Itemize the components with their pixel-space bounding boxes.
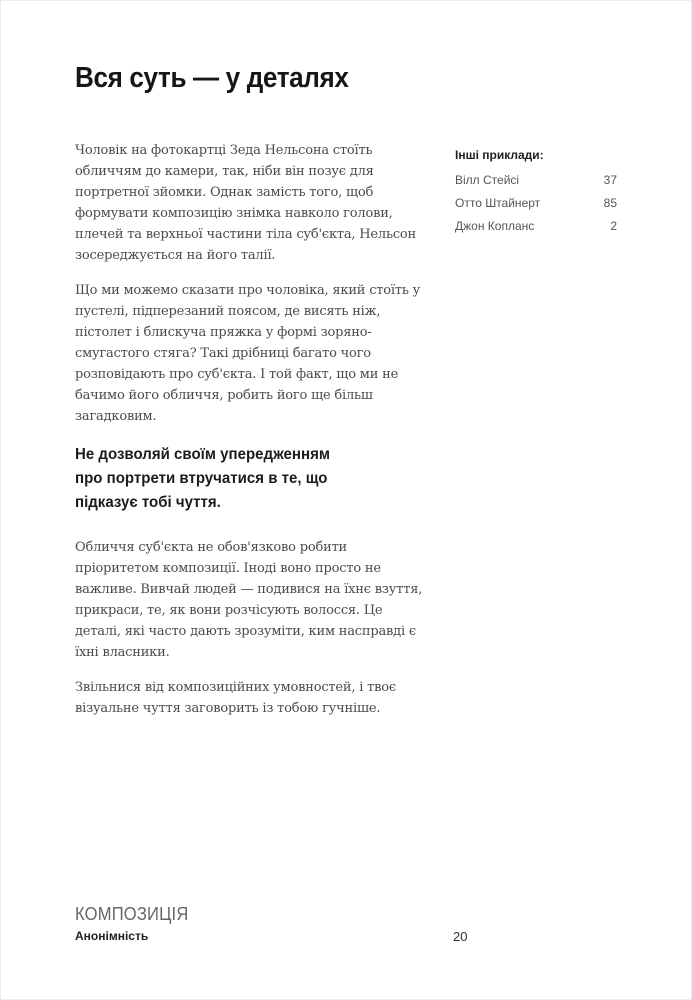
sidebar-other-examples — [455, 146, 617, 238]
sidebar-title: Інші приклади: — [455, 148, 544, 162]
body-paragraph-1: Чоловік на фотокартці Зеда Нельсона стоїть обличчям до камери, так, ніби він позує для портретної зйомки. Однак замість того, щоб формувати композицію знімка навколо голови, плечей та верхньої частини тіла суб'єкта, Нельсон зосереджується на його талії. — [75, 143, 417, 263]
sidebar-item — [455, 192, 617, 215]
sidebar-item-name: Отто Штайнерт — [455, 196, 541, 210]
sidebar-item — [455, 169, 617, 192]
body-paragraph-2: Що ми можемо сказати про чоловіка, який стоїть у пустелі, підперезаний поясом, де висять ніж, пістолет і блискуча пряжка у формі зоряно-смугастого стяга? Такі дрібниці багато чого розповідають про суб'єкта. І той факт, що ми не бачимо його обличчя, робить його ще більш загадковим. — [75, 283, 421, 424]
sidebar-item-page: 37 — [603, 173, 617, 187]
body-paragraph-4: Звільнися від композиційних умовностей, і твоє візуальне чуття заговорить із тобою гучніше. — [75, 680, 396, 716]
sidebar-item-page: 85 — [603, 196, 617, 210]
footer-section-title: КОМПОЗИЦІЯ — [75, 904, 189, 924]
pull-quote: Не дозволяй своїм упередженням про портрети втручатися в те, що підказує тобі чуття. — [75, 446, 330, 511]
sidebar-item-page: 2 — [610, 219, 617, 233]
sidebar-item — [455, 215, 617, 238]
page-heading: Вся суть — у деталях — [75, 62, 349, 94]
footer-chapter-title: Анонімність — [75, 929, 149, 943]
main-text-column — [75, 140, 425, 733]
sidebar-item-name: Джон Копланс — [455, 219, 535, 233]
body-paragraph-3: Обличчя суб'єкта не обов'язково робити пріоритетом композиції. Іноді воно просто не важливе. Вивчай людей — подивися на їхнє взуття, прикраси, те, як вони розчісують волосся. Це деталі, які часто дають зрозуміти, ким насправді є їхні власники. — [75, 540, 423, 660]
sidebar-item-name: Вілл Стейсі — [455, 173, 520, 187]
page-number: 20 — [453, 929, 468, 944]
